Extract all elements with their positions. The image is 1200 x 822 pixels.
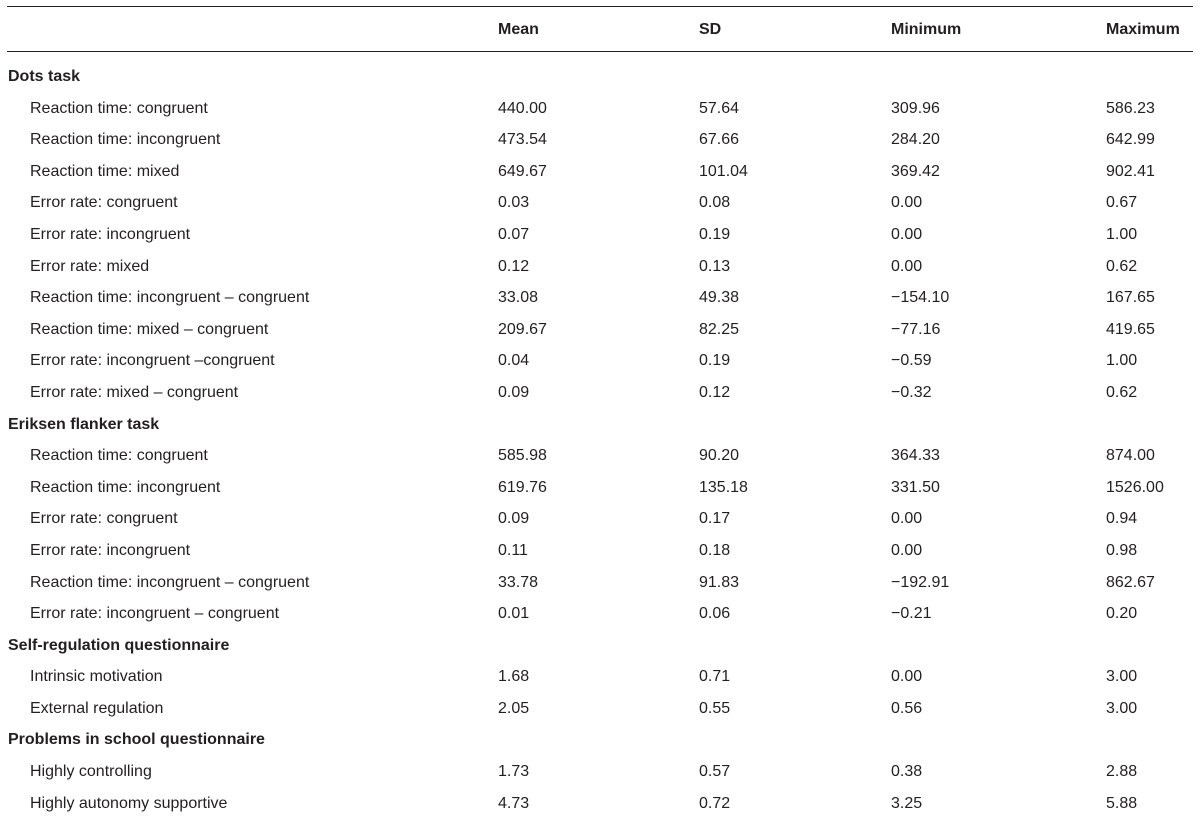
- row-label: Error rate: mixed: [30, 257, 150, 275]
- cell-sd: 0.72: [699, 794, 731, 812]
- cell-sd: 0.13: [699, 257, 731, 275]
- section-title: Dots task: [8, 68, 81, 85]
- cell-minimum: 0.00: [891, 510, 923, 528]
- cell-mean: 0.03: [498, 194, 530, 212]
- cell-mean: 33.78: [498, 573, 539, 591]
- row-label: Error rate: mixed – congruent: [30, 383, 239, 401]
- cell-sd: 49.38: [699, 289, 740, 307]
- section-title: Problems in school questionnaire: [8, 731, 265, 749]
- cell-maximum: 5.88: [1106, 794, 1138, 812]
- cell-minimum: −0.59: [891, 352, 932, 370]
- cell-maximum: 0.62: [1106, 257, 1138, 275]
- cell-minimum: 0.00: [891, 194, 923, 212]
- row-label: Error rate: congruent: [30, 194, 178, 212]
- cell-minimum: 0.00: [891, 225, 923, 243]
- cell-minimum: 284.20: [891, 131, 940, 149]
- table-row: [0, 475, 1200, 507]
- cell-sd: 135.18: [699, 478, 748, 496]
- table-row: [0, 696, 1200, 728]
- section-title: Eriksen flanker task: [8, 415, 160, 433]
- row-label: Error rate: incongruent –congruent: [30, 352, 275, 370]
- row-label: Error rate: incongruent – congruent: [30, 605, 280, 623]
- cell-maximum: 3.00: [1106, 668, 1138, 686]
- row-label: Reaction time: incongruent – congruent: [30, 289, 310, 307]
- cell-minimum: 369.42: [891, 162, 940, 180]
- cell-mean: 619.76: [498, 478, 547, 496]
- cell-mean: 0.04: [498, 352, 530, 370]
- cell-sd: 67.66: [699, 131, 740, 149]
- cell-maximum: 0.94: [1106, 510, 1138, 528]
- table-row: [0, 348, 1200, 380]
- row-label: Reaction time: congruent: [30, 447, 208, 465]
- cell-minimum: 309.96: [891, 99, 940, 117]
- cell-mean: 4.73: [498, 794, 530, 812]
- cell-maximum: 3.00: [1106, 699, 1138, 717]
- table-row: [0, 664, 1200, 696]
- cell-sd: 101.04: [699, 162, 748, 180]
- cell-minimum: −0.21: [891, 605, 932, 623]
- column-header-sd: SD: [699, 21, 722, 38]
- column-header-maximum: Maximum: [1106, 21, 1180, 38]
- cell-minimum: 0.00: [891, 541, 923, 559]
- row-label: Error rate: congruent: [30, 510, 178, 528]
- column-header-minimum: Minimum: [891, 21, 962, 38]
- cell-sd: 0.19: [699, 352, 731, 370]
- cell-maximum: 586.23: [1106, 99, 1155, 117]
- cell-mean: 1.73: [498, 763, 530, 781]
- row-label: Reaction time: mixed – congruent: [30, 320, 269, 338]
- cell-sd: 82.25: [699, 320, 740, 338]
- cell-maximum: 2.88: [1106, 763, 1138, 781]
- table-row: [0, 127, 1200, 159]
- cell-sd: 0.18: [699, 541, 731, 559]
- table-row: [0, 285, 1200, 317]
- cell-minimum: −154.10: [891, 289, 950, 307]
- table-row: [0, 190, 1200, 222]
- cell-sd: 0.71: [699, 668, 731, 686]
- cell-mean: 2.05: [498, 699, 530, 717]
- row-label: Error rate: incongruent: [30, 541, 191, 559]
- cell-minimum: −77.16: [891, 320, 941, 338]
- cell-maximum: 1526.00: [1106, 478, 1164, 496]
- row-label: Intrinsic motivation: [30, 668, 163, 686]
- cell-mean: 0.07: [498, 225, 530, 243]
- section-header-row: [0, 633, 1200, 665]
- table-body: [0, 64, 1200, 822]
- cell-maximum: 1.00: [1106, 352, 1138, 370]
- table-row: [0, 759, 1200, 791]
- cell-mean: 0.01: [498, 605, 530, 623]
- cell-maximum: 167.65: [1106, 289, 1155, 307]
- cell-mean: 0.09: [498, 510, 530, 528]
- table-row: [0, 222, 1200, 254]
- cell-sd: 0.08: [699, 194, 731, 212]
- cell-minimum: 331.50: [891, 478, 940, 496]
- cell-minimum: −192.91: [891, 573, 950, 591]
- table-row: [0, 380, 1200, 412]
- section-header-row: [0, 727, 1200, 759]
- cell-sd: 0.57: [699, 763, 731, 781]
- section-header-row: [0, 64, 1200, 96]
- table-row: [0, 570, 1200, 602]
- cell-mean: 440.00: [498, 99, 547, 117]
- row-label: Error rate: incongruent: [30, 225, 191, 243]
- cell-sd: 91.83: [699, 573, 740, 591]
- cell-sd: 0.19: [699, 225, 731, 243]
- cell-minimum: 0.38: [891, 763, 923, 781]
- cell-minimum: 364.33: [891, 447, 940, 465]
- cell-sd: 0.12: [699, 383, 731, 401]
- section-title: Self-regulation questionnaire: [8, 636, 230, 654]
- cell-sd: 0.55: [699, 699, 731, 717]
- cell-mean: 1.68: [498, 668, 530, 686]
- cell-minimum: 0.56: [891, 699, 923, 717]
- cell-minimum: 0.00: [891, 257, 923, 275]
- cell-sd: 90.20: [699, 447, 740, 465]
- cell-maximum: 1.00: [1106, 225, 1138, 243]
- cell-minimum: 0.00: [891, 668, 923, 686]
- cell-maximum: 642.99: [1106, 131, 1155, 149]
- table-row: [0, 601, 1200, 633]
- row-label: Reaction time: mixed: [30, 162, 180, 180]
- cell-sd: 0.17: [699, 510, 731, 528]
- row-label: Reaction time: congruent: [30, 99, 208, 117]
- row-label: Highly controlling: [30, 763, 152, 781]
- cell-mean: 649.67: [498, 162, 547, 180]
- row-label: Highly autonomy supportive: [30, 794, 228, 812]
- table-row: [0, 96, 1200, 128]
- cell-mean: 33.08: [498, 289, 539, 307]
- table-row: [0, 317, 1200, 349]
- table-row: [0, 254, 1200, 286]
- table-row: [0, 791, 1200, 822]
- table-row: [0, 538, 1200, 570]
- cell-maximum: 862.67: [1106, 573, 1155, 591]
- cell-maximum: 0.62: [1106, 383, 1138, 401]
- cell-maximum: 874.00: [1106, 447, 1155, 465]
- cell-mean: 209.67: [498, 320, 547, 338]
- table-row: [0, 443, 1200, 475]
- cell-mean: 473.54: [498, 131, 547, 149]
- row-label: Reaction time: incongruent – congruent: [30, 573, 310, 591]
- row-label: Reaction time: incongruent: [30, 478, 221, 496]
- cell-maximum: 0.20: [1106, 605, 1138, 623]
- cell-minimum: −0.32: [891, 383, 932, 401]
- table-header-rule: [7, 51, 1193, 52]
- row-label: External regulation: [30, 699, 164, 717]
- cell-maximum: 0.98: [1106, 541, 1138, 559]
- cell-maximum: 419.65: [1106, 320, 1155, 338]
- table-row: [0, 506, 1200, 538]
- cell-mean: 585.98: [498, 447, 547, 465]
- column-header-mean: Mean: [498, 21, 539, 38]
- cell-sd: 0.06: [699, 605, 731, 623]
- cell-maximum: 902.41: [1106, 162, 1155, 180]
- cell-mean: 0.11: [498, 541, 528, 559]
- row-label: Reaction time: incongruent: [30, 131, 221, 149]
- cell-minimum: 3.25: [891, 794, 923, 812]
- cell-mean: 0.12: [498, 257, 530, 275]
- section-header-row: [0, 412, 1200, 444]
- cell-sd: 57.64: [699, 99, 740, 117]
- table-row: [0, 159, 1200, 191]
- cell-maximum: 0.67: [1106, 194, 1138, 212]
- table-header-row: [0, 6, 1200, 51]
- cell-mean: 0.09: [498, 383, 530, 401]
